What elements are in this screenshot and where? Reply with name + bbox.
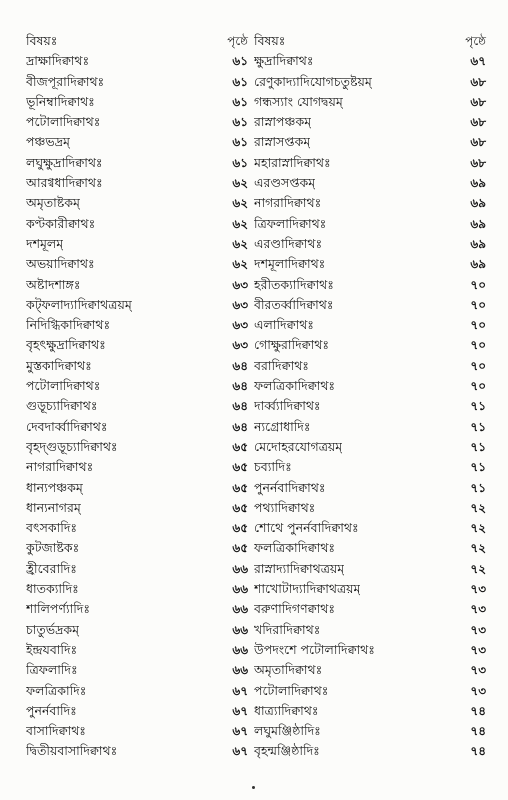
entry-topic: দ্রাক্ষাদিক্বাথঃ: [26, 53, 90, 69]
entry-topic: ধাতক্যাদিঃ: [26, 581, 79, 597]
index-entry: [26, 396, 248, 416]
index-entry: [26, 234, 248, 254]
index-entry: [26, 579, 248, 599]
entry-topic: শাখোটাদ্যাদিক্বাথত্রয়ম্: [254, 581, 361, 597]
entry-page-number: ৬২: [232, 196, 248, 211]
index-entry: [26, 51, 248, 71]
left-column-header: [26, 31, 248, 51]
entry-topic: অভয়াদিক্বাথঃ: [26, 256, 95, 272]
index-entry: [254, 579, 486, 599]
index-entry: [254, 173, 486, 193]
entry-topic: গন্ধস্যাং যোগদ্বয়ম্: [254, 93, 343, 109]
index-entry: [26, 356, 248, 376]
index-entry: [254, 559, 486, 579]
index-entry: [26, 701, 248, 721]
entry-page-number: ৭৩: [470, 683, 486, 698]
entry-topic: বৃহন্মঞ্জিষ্ঠাদিঃ: [254, 743, 320, 759]
index-entry: [254, 112, 486, 132]
entry-topic: দশমূলম্: [26, 235, 64, 251]
entry-topic: দ্বিতীয়বাসাদিক্বাথঃ: [26, 743, 118, 759]
index-entry: [254, 660, 486, 680]
print-dot: [252, 786, 255, 789]
entry-page-number: ৬৭: [232, 683, 248, 698]
index-entry: [254, 620, 486, 640]
entry-page-number: ৬৪: [232, 399, 248, 414]
entry-topic: ভূনিম্বাদিক্বাথঃ: [26, 93, 95, 109]
entry-topic: নিদিগ্ধিকাদিক্বাথঃ: [26, 317, 111, 333]
index-entry: [26, 214, 248, 234]
entry-topic: রেণুকাদ্যাদিযোগচতুষ্টয়ম্: [254, 73, 372, 89]
entry-page-number: ৭২: [470, 541, 486, 556]
entry-topic: হরীতক্যাদিক্বাথঃ: [254, 276, 334, 292]
entry-topic: বাসাদিক্বাথঃ: [26, 723, 86, 739]
entry-topic: পঞ্চভদ্রম্: [26, 134, 70, 150]
index-entry: [26, 559, 248, 579]
entry-page-number: ৬৭: [232, 724, 248, 739]
entry-topic: পটোলাদিক্বাথঃ: [254, 682, 329, 698]
entry-page-number: ৬৩: [232, 297, 248, 312]
index-entry: [26, 315, 248, 335]
entry-page-number: ৬৩: [232, 277, 248, 292]
entry-page-number: ৭৩: [470, 663, 486, 678]
index-entry: [26, 681, 248, 701]
index-entry: [254, 335, 486, 355]
entry-topic: কট্ফলাদ্যাদিক্বাথত্রয়ম্: [26, 296, 132, 312]
index-entry: [26, 112, 248, 132]
entry-topic: বীজপূরাদিক্বাথঃ: [26, 73, 105, 89]
entry-page-number: ৭১: [470, 419, 486, 434]
entry-page-number: ৬২: [232, 216, 248, 231]
entry-topic: চব্যাদিঃ: [254, 459, 292, 475]
index-entry: [26, 457, 248, 477]
entry-page-number: ৬৫: [232, 439, 248, 454]
index-entry: [254, 234, 486, 254]
entry-topic: পুনর্নবাদিঃ: [26, 702, 77, 718]
entry-topic: হ্রীবেরাদিঃ: [26, 560, 77, 576]
entry-topic: পটোলাদিক্বাথঃ: [26, 378, 101, 394]
index-entry: [254, 51, 486, 71]
entry-page-number: ৬৫: [232, 480, 248, 495]
entry-topic: এলাদিক্বাথঃ: [254, 317, 314, 333]
entry-page-number: ৬৬: [232, 622, 248, 637]
entry-page-number: ৬৫: [232, 460, 248, 475]
index-entry: [26, 376, 248, 396]
entry-topic: এরণ্ডাদিক্বাথঃ: [254, 235, 323, 251]
entry-page-number: ৭২: [470, 521, 486, 536]
entry-topic: লঘুক্ষুদ্রাদিক্বাথঃ: [26, 154, 103, 170]
entry-topic: আরগ্বধাদিক্বাথঃ: [26, 175, 103, 191]
entry-page-number: ৭৩: [470, 602, 486, 617]
entry-page-number: ৬৮: [470, 115, 486, 130]
entry-page-number: ৬৯: [470, 216, 486, 231]
entry-topic: মেদোহরযোগত্রয়ম্: [254, 438, 343, 454]
entry-page-number: ৭১: [470, 480, 486, 495]
entry-topic: ত্রিফলাদিক্বাথঃ: [254, 215, 327, 231]
index-entry: [254, 315, 486, 335]
entry-topic: ত্রিফলাদিঃ: [26, 662, 78, 678]
index-entry: [26, 498, 248, 518]
entry-page-number: ৬১: [232, 94, 248, 109]
entry-topic: ধান্যপঞ্চকম্: [26, 479, 83, 495]
index-entry: [26, 741, 248, 761]
index-entry: [26, 92, 248, 112]
entry-topic: নাগরাদিক্বাথঃ: [254, 195, 322, 211]
index-entry: [26, 153, 248, 173]
index-entry: [26, 660, 248, 680]
entry-page-number: ৭২: [470, 500, 486, 515]
index-entry: [26, 437, 248, 457]
entry-topic: পথ্যাদিক্বাথঃ: [254, 499, 316, 515]
index-entry: [254, 457, 486, 477]
entry-page-number: ৬১: [232, 74, 248, 89]
index-entry: [26, 72, 248, 92]
index-entry: [26, 295, 248, 315]
entry-topic: অষ্টাদশাঙ্গঃ: [26, 276, 81, 292]
entry-topic: বৎসকাদিঃ: [26, 520, 78, 536]
entry-page-number: ৭৩: [470, 622, 486, 637]
entry-page-number: ৬৬: [232, 663, 248, 678]
entry-topic: বৃহৎক্ষুদ্রাদিক্বাথঃ: [26, 337, 106, 353]
index-entry: [254, 721, 486, 741]
entry-topic: দশমূলাদিক্বাথঃ: [254, 256, 326, 272]
entry-page-number: ৭১: [470, 439, 486, 454]
index-entry: [26, 640, 248, 660]
entry-topic: রাস্নাসপ্তকম্: [254, 134, 311, 150]
entry-page-number: ৬৬: [232, 582, 248, 597]
entry-page-number: ৭১: [470, 399, 486, 414]
entry-topic: দার্ব্ব্যাদিক্বাথঃ: [254, 398, 321, 414]
index-entry: [254, 193, 486, 213]
index-entry: [254, 681, 486, 701]
index-entry: [254, 72, 486, 92]
entry-topic: চাতুর্ভদ্রকম্: [26, 621, 80, 637]
entry-page-number: ৬৮: [470, 94, 486, 109]
entry-page-number: ৭১: [470, 460, 486, 475]
entry-page-number: ৭৩: [470, 582, 486, 597]
index-entry: [26, 721, 248, 741]
right-column-header: [254, 31, 486, 51]
entry-topic: কুটজাষ্টকঃ: [26, 540, 80, 556]
index-entry: [254, 701, 486, 721]
entry-topic: বৃহদ্গুড়ূচ্যাদিক্বাথঃ: [26, 438, 118, 454]
index-entry: [254, 538, 486, 558]
entry-page-number: ৭৪: [470, 744, 486, 759]
entry-topic: কণ্টকারীক্বাথঃ: [26, 215, 96, 231]
entry-topic: বরুণাদিগণক্বাথঃ: [254, 601, 335, 617]
entry-topic: ক্ষুদ্রাদিক্বাথঃ: [254, 53, 314, 69]
entry-topic: খদিরাদিক্বাথঃ: [254, 621, 321, 637]
entry-page-number: ৬৯: [470, 176, 486, 191]
entry-page-number: ৭৩: [470, 642, 486, 657]
entry-topic: নাগরাদিক্বাথঃ: [26, 459, 94, 475]
entry-page-number: ৬৪: [232, 379, 248, 394]
index-entry: [26, 132, 248, 152]
entry-page-number: ৬২: [232, 236, 248, 251]
entry-topic: ফলত্রিকাদিক্বাথঃ: [254, 540, 336, 556]
entry-page-number: ৬৭: [232, 703, 248, 718]
entry-page-number: ৬১: [232, 155, 248, 170]
index-entry: [254, 376, 486, 396]
entry-page-number: ৬৭: [470, 54, 486, 69]
entry-page-number: ৭৪: [470, 703, 486, 718]
index-entry: [254, 498, 486, 518]
entry-page-number: ৬৪: [232, 358, 248, 373]
index-entry: [254, 295, 486, 315]
left-entry-list: [26, 51, 248, 761]
index-entry: [254, 254, 486, 274]
entry-page-number: ৬৭: [232, 744, 248, 759]
entry-page-number: ৬৯: [470, 196, 486, 211]
entry-topic: মহারাস্নাদিক্বাথঃ: [254, 154, 331, 170]
right-entry-list: [254, 51, 486, 761]
index-entry: [26, 518, 248, 538]
entry-page-number: ৬৮: [470, 135, 486, 150]
index-entry: [26, 275, 248, 295]
left-column: [26, 31, 248, 762]
index-entry: [26, 173, 248, 193]
entry-topic: রাস্নাদ্যাদিক্বাথত্রয়ম্: [254, 560, 345, 576]
entry-topic: বরাদিক্বাথঃ: [254, 357, 309, 373]
entry-page-number: ৬৫: [232, 500, 248, 515]
topic-header: বিষয়ঃ: [26, 33, 58, 48]
page-header: পৃষ্ঠে: [465, 34, 486, 48]
entry-page-number: ৬৯: [470, 236, 486, 251]
entry-page-number: ৬৪: [232, 419, 248, 434]
index-entry: [26, 417, 248, 437]
entry-topic: অমৃতাষ্টকম্: [26, 195, 80, 211]
entry-page-number: ৭০: [470, 358, 486, 373]
entry-topic: পটোলাদিক্বাথঃ: [26, 114, 101, 130]
entry-topic: বীরতর্ব্বাদিক্বাথঃ: [254, 296, 334, 312]
entry-page-number: ৬৮: [470, 74, 486, 89]
topic-header: বিষয়ঃ: [254, 33, 286, 48]
index-entry: [254, 741, 486, 761]
entry-topic: শোথে পুনর্নবাদিক্বাথঃ: [254, 520, 359, 536]
entry-topic: ন্যগ্রোধাদিঃ: [254, 418, 311, 434]
entry-page-number: ৬৫: [232, 541, 248, 556]
index-entry: [254, 518, 486, 538]
entry-page-number: ৬৩: [232, 338, 248, 353]
entry-page-number: ৬৩: [232, 318, 248, 333]
entry-page-number: ৬১: [232, 54, 248, 69]
index-entry: [254, 396, 486, 416]
index-entry: [254, 640, 486, 660]
index-entry: [26, 538, 248, 558]
index-entry: [26, 599, 248, 619]
entry-topic: ফলত্রিকাদিক্বাথঃ: [254, 378, 336, 394]
index-entry: [26, 620, 248, 640]
entry-topic: গুড়ূচ্যাদিক্বাথঃ: [26, 398, 98, 414]
entry-page-number: ৬৬: [232, 561, 248, 576]
entry-page-number: ৬৯: [470, 257, 486, 272]
entry-page-number: ৬১: [232, 135, 248, 150]
entry-topic: গোক্ষুরাদিক্বাথঃ: [254, 337, 330, 353]
entry-page-number: ৭২: [470, 561, 486, 576]
entry-page-number: ৭০: [470, 338, 486, 353]
index-entry: [254, 214, 486, 234]
entry-page-number: ৬৬: [232, 602, 248, 617]
entry-topic: ইন্দ্রযবাদিঃ: [26, 641, 78, 657]
index-entry: [254, 356, 486, 376]
entry-page-number: ৭০: [470, 297, 486, 312]
entry-topic: অমৃতাদিক্বাথঃ: [254, 662, 323, 678]
index-entry: [254, 478, 486, 498]
entry-topic: মুস্তকাদিক্বাথঃ: [26, 357, 92, 373]
entry-topic: উপদংশে পটোলাদিক্বাথঃ: [254, 641, 375, 657]
page-header: পৃষ্ঠে: [227, 34, 248, 48]
entry-topic: এরণ্ডসপ্তকম্: [254, 175, 316, 191]
entry-topic: ফলত্রিকাদিঃ: [26, 682, 87, 698]
entry-topic: ধান্যনাগরম্: [26, 499, 81, 515]
entry-page-number: ৬২: [232, 176, 248, 191]
entry-page-number: ৭০: [470, 318, 486, 333]
entry-topic: লঘুমঞ্জিষ্ঠাদিঃ: [254, 723, 321, 739]
entry-page-number: ৬৬: [232, 642, 248, 657]
index-entry: [254, 153, 486, 173]
index-entry: [254, 437, 486, 457]
index-entry: [254, 599, 486, 619]
entry-page-number: ৬২: [232, 257, 248, 272]
entry-topic: দেবদার্ব্বাদিক্বাথঃ: [26, 418, 108, 434]
entry-page-number: ৬৮: [470, 155, 486, 170]
entry-page-number: ৬১: [232, 115, 248, 130]
entry-topic: পুনর্নবাদিক্বাথঃ: [254, 479, 326, 495]
entry-page-number: ৭৪: [470, 724, 486, 739]
index-entry: [26, 335, 248, 355]
entry-topic: ধাত্র্যাদিক্বাথঃ: [254, 702, 319, 718]
index-entry: [254, 92, 486, 112]
entry-topic: শালিপর্ণ্যাদিঃ: [26, 601, 91, 617]
index-entry: [26, 478, 248, 498]
entry-topic: রাস্নাপঞ্চকম্: [254, 114, 312, 130]
right-column: [254, 31, 486, 762]
index-entry: [26, 254, 248, 274]
entry-page-number: ৬৫: [232, 521, 248, 536]
entry-page-number: ৭০: [470, 277, 486, 292]
index-entry: [254, 132, 486, 152]
entry-page-number: ৭০: [470, 379, 486, 394]
index-entry: [254, 275, 486, 295]
index-entry: [254, 417, 486, 437]
index-entry: [26, 193, 248, 213]
